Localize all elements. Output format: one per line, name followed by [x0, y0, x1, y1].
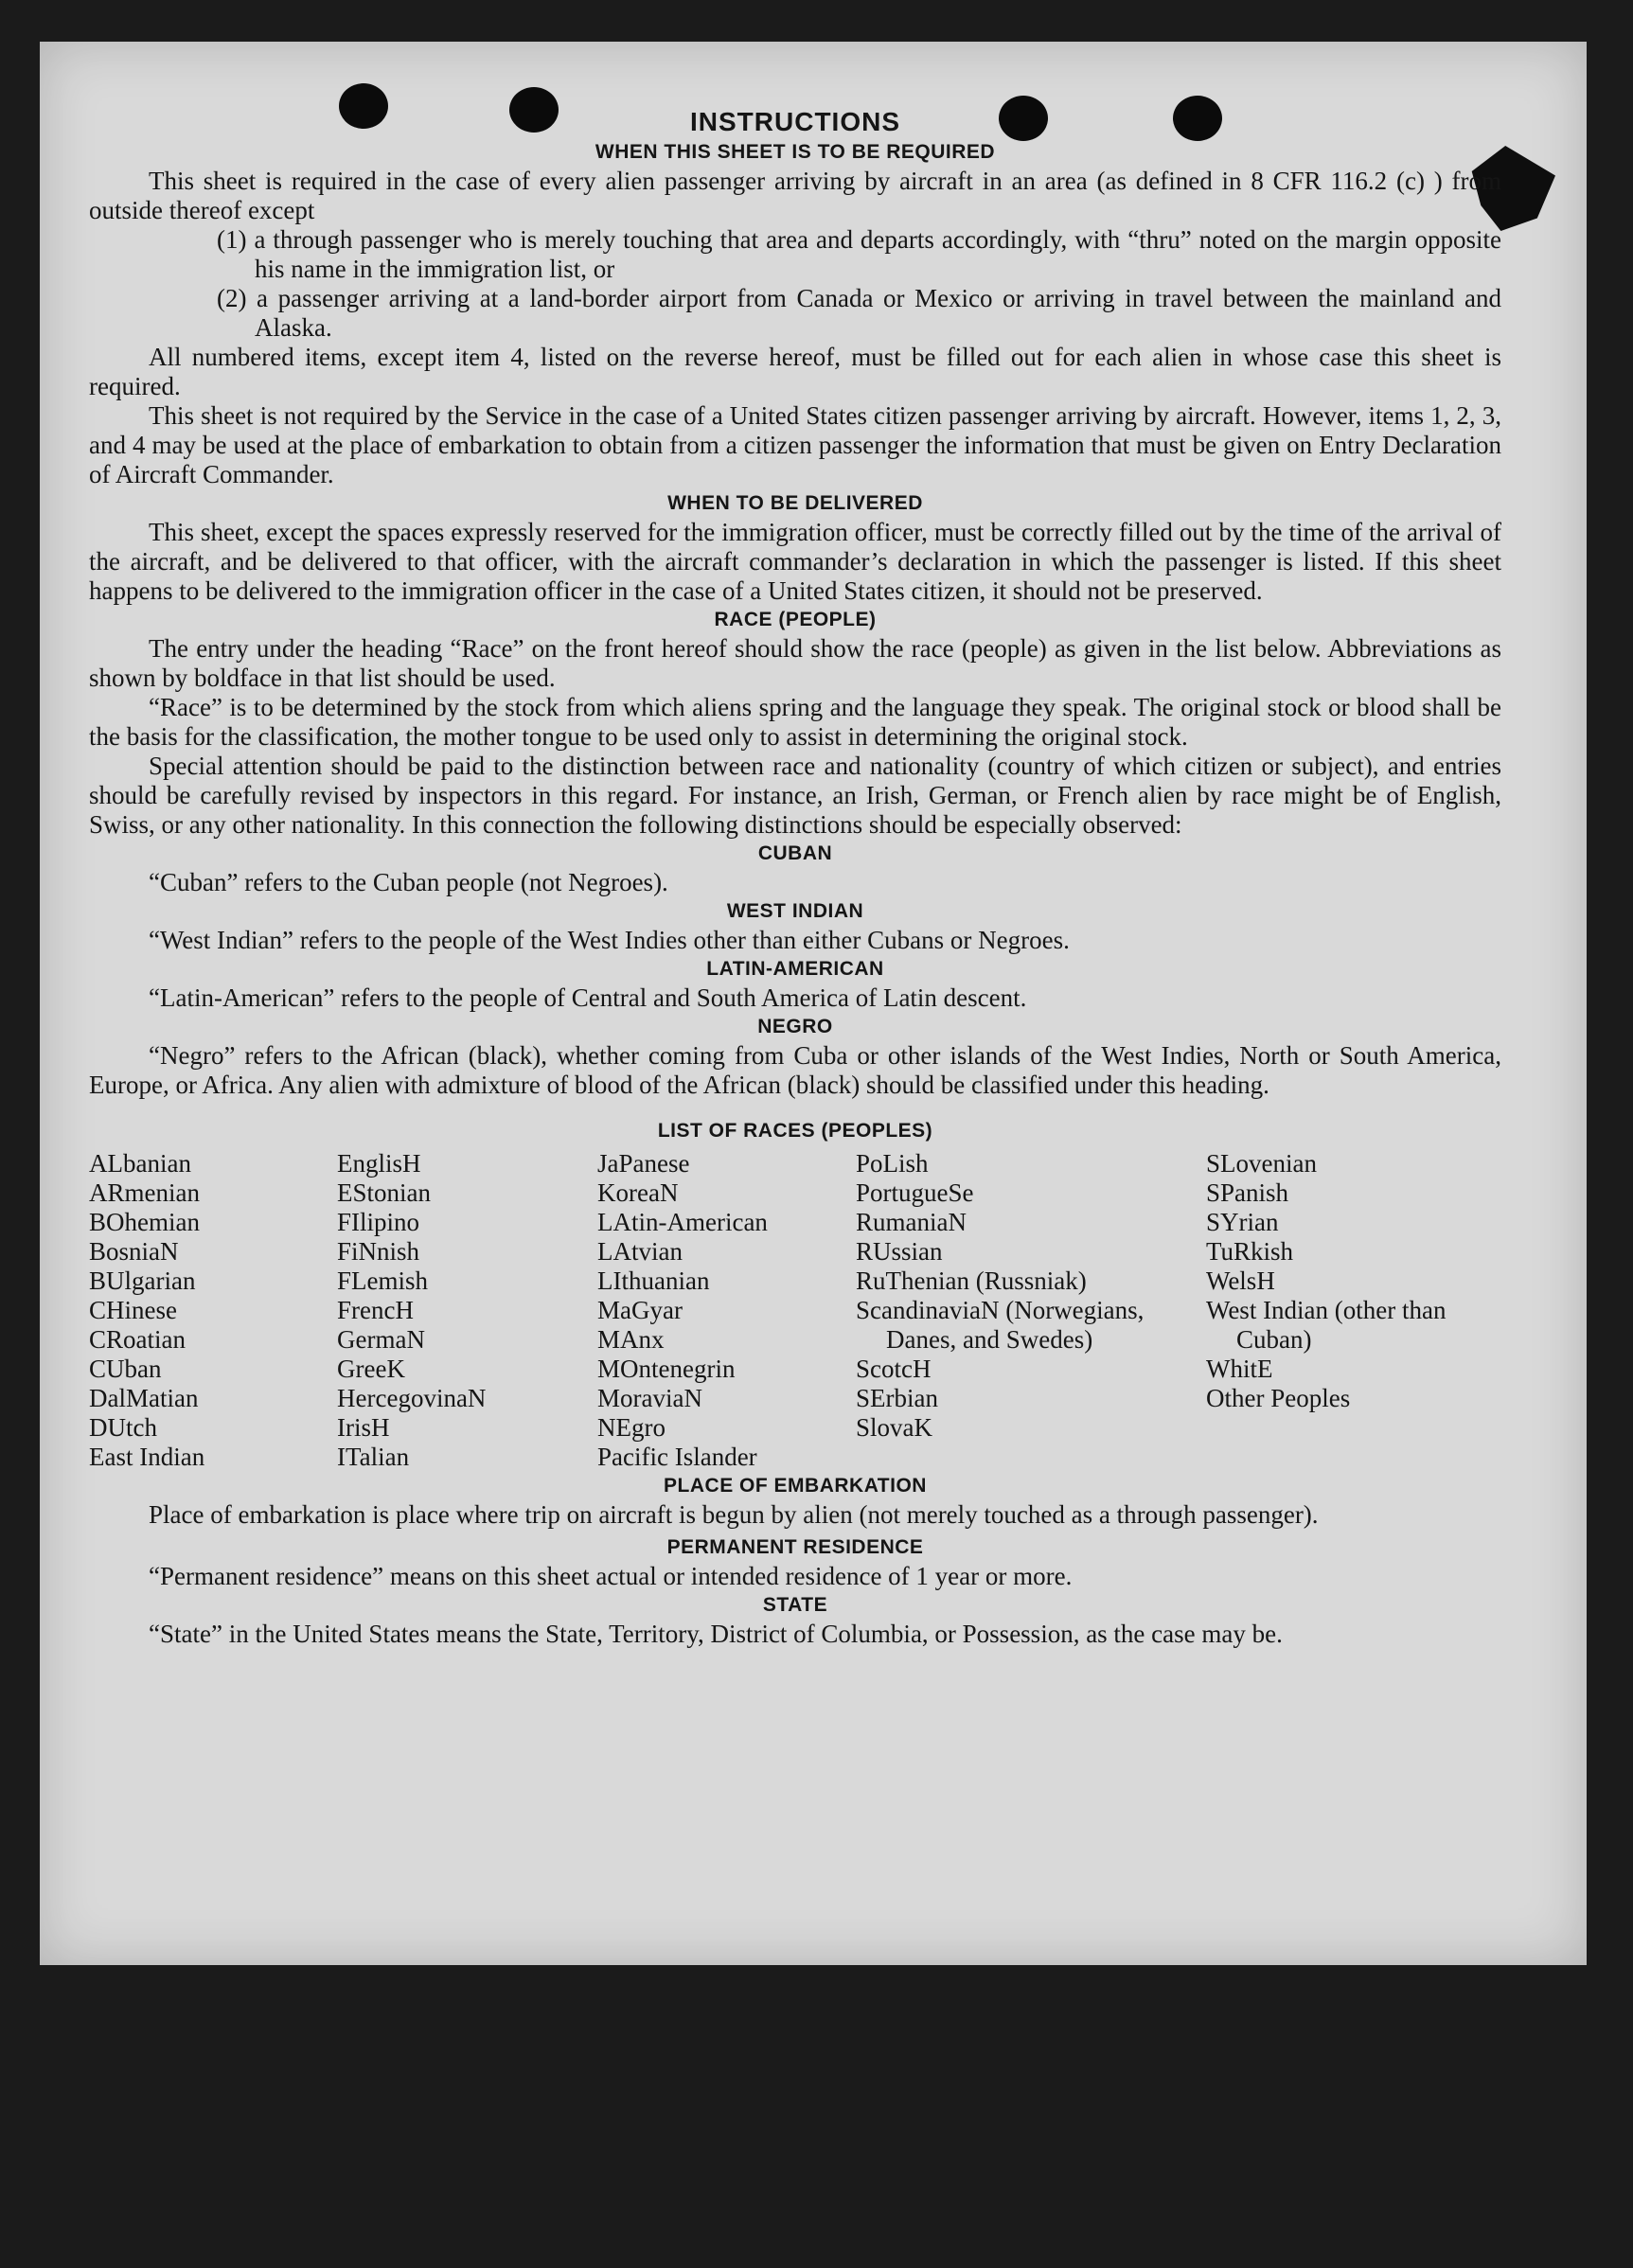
race-entry: ScotcH	[856, 1355, 932, 1383]
race-entry: SlovaK	[856, 1413, 932, 1442]
paragraph: This sheet is not required by the Service in the case of a United States citizen passenger arriving by aircraft. However, items 1, 2, 3, and 4 may be used at the place of embarkation to obtain from a citizen passenger the information that must be given on Entry Declaration of Aircraft Commander.	[89, 401, 1501, 488]
race-entry: TuRkish	[1206, 1237, 1294, 1266]
race-column	[89, 1149, 337, 1472]
paragraph: “Race” is to be determined by the stock from which aliens spring and the language they speak. The original stock or blood shall be the basis for the classification, the mother tongue to be used only to assist in determining the original stock.	[89, 693, 1501, 751]
section-heading: CUBAN	[757, 842, 833, 864]
race-entry: KoreaN	[597, 1178, 679, 1207]
race-column	[337, 1149, 597, 1472]
race-entry: RumaniaN	[856, 1208, 967, 1236]
race-entry: BOhemian	[89, 1208, 200, 1236]
page-title: INSTRUCTIONS	[690, 107, 900, 136]
race-entry: BUlgarian	[89, 1267, 196, 1295]
race-entry: HercegovinaN	[337, 1384, 487, 1412]
race-entry: FIlipino	[337, 1208, 420, 1236]
race-entry: GreeK	[337, 1355, 405, 1383]
race-entry: MAnx	[597, 1325, 665, 1354]
paragraph: Place of embarkation is place where trip on aircraft is begun by alien (not merely touched as a through passenger).	[149, 1500, 1319, 1529]
paragraph: “Cuban” refers to the Cuban people (not Negroes).	[149, 868, 668, 896]
race-entry: WhitE	[1206, 1355, 1273, 1383]
race-entry: PoLish	[856, 1149, 929, 1178]
race-entry: ALbanian	[89, 1149, 191, 1178]
race-entry: CHinese	[89, 1296, 177, 1324]
section-heading: PLACE OF EMBARKATION	[664, 1475, 927, 1497]
race-entry: CUban	[89, 1355, 162, 1383]
section-heading: WHEN THIS SHEET IS TO BE REQUIRED	[595, 141, 996, 163]
race-entry: SErbian	[856, 1384, 938, 1412]
race-entry: NEgro	[597, 1413, 666, 1442]
race-entry: LIthuanian	[597, 1267, 710, 1295]
section-heading: WEST INDIAN	[726, 900, 864, 922]
paragraph: “West Indian” refers to the people of the West Indies other than either Cubans or Negroes.	[149, 926, 1070, 954]
race-entry: RuThenian (Russniak)	[856, 1267, 1087, 1295]
race-entry: EnglisH	[337, 1149, 421, 1178]
instructions-content	[89, 106, 1501, 1649]
race-entry: East Indian	[89, 1443, 205, 1471]
race-entry: DalMatian	[89, 1384, 199, 1412]
paragraph: This sheet, except the spaces expressly reserved for the immigration officer, must be correctly filled out by the time of the arrival of the aircraft, and be delivered to that officer, with the aircraft commander’s declaration in which the passenger is listed. If this sheet happens to be delivered to the immigration officer in the case of a United States citizen, it should not be preserved.	[89, 518, 1501, 605]
race-entry: ScandinaviaN (Norwegians, Danes, and Swedes)	[856, 1296, 1145, 1354]
race-column	[1206, 1149, 1501, 1472]
race-entry: FLemish	[337, 1267, 429, 1295]
paragraph: This sheet is required in the case of every alien passenger arriving by aircraft in an area (as defined in 8 CFR 116.2 (c) ) from outside thereof except	[89, 167, 1501, 224]
race-entry: West Indian (other than Cuban)	[1206, 1296, 1447, 1354]
race-entry: FrencH	[337, 1296, 414, 1324]
race-entry: ITalian	[337, 1443, 410, 1471]
race-entry: IrisH	[337, 1413, 390, 1442]
race-entry: LAtin-American	[597, 1208, 768, 1236]
race-entry: EStonian	[337, 1178, 431, 1207]
section-heading: LIST OF RACES (PEOPLES)	[657, 1120, 933, 1142]
race-column	[597, 1149, 856, 1472]
section-heading: LATIN-AMERICAN	[706, 958, 884, 980]
paragraph: “Negro” refers to the African (black), whether coming from Cuba or other islands of the West Indies, North or South America, Europe, or Africa. Any alien with admixture of blood of the African (black) should be classified under this heading.	[89, 1041, 1501, 1099]
paragraph: “Latin-American” refers to the people of Central and South America of Latin descent.	[149, 983, 1027, 1012]
race-entry: Other Peoples	[1206, 1384, 1351, 1412]
race-entry: SLovenian	[1206, 1149, 1317, 1178]
race-entry: MaGyar	[597, 1296, 683, 1324]
paragraph: All numbered items, except item 4, listed on the reverse hereof, must be filled out for each alien in whose case this sheet is required.	[89, 343, 1501, 400]
race-entry: WelsH	[1206, 1267, 1275, 1295]
paragraph: The entry under the heading “Race” on the front hereof should show the race (people) as given in the list below. Abbreviations as shown by boldface in that list should be used.	[89, 634, 1501, 692]
race-entry: JaPanese	[597, 1149, 690, 1178]
paragraph: Special attention should be paid to the distinction between race and nationality (country of which citizen or subject), and entries should be carefully revised by inspectors in this regard. For instance, an Irish, German, or French alien by race might be of English, Swiss, or any other nationality. In this connection the following distinctions should be especially observed:	[89, 752, 1501, 839]
section-heading: PERMANENT RESIDENCE	[666, 1536, 924, 1558]
race-entry: FiNnish	[337, 1237, 420, 1266]
race-entry: MoraviaN	[597, 1384, 702, 1412]
race-entry: DUtch	[89, 1413, 157, 1442]
list-item: (1) a through passenger who is merely touching that area and departs accordingly, with “thru” noted on the margin opposite his name in the immigration list, or	[217, 225, 1501, 283]
race-entry: Pacific Islander	[597, 1443, 757, 1471]
list-item: (2) a passenger arriving at a land-border airport from Canada or Mexico or arriving in travel between the mainland and Alaska.	[217, 284, 1501, 342]
section-heading: STATE	[762, 1594, 828, 1616]
race-entry: PortugueSe	[856, 1178, 974, 1207]
paragraph: “State” in the United States means the State, Territory, District of Columbia, or Possession, as the case may be.	[149, 1620, 1283, 1648]
race-entry: GermaN	[337, 1325, 425, 1354]
paragraph: “Permanent residence” means on this sheet actual or intended residence of 1 year or more.	[149, 1562, 1073, 1590]
race-entry: CRoatian	[89, 1325, 186, 1354]
race-entry: MOntenegrin	[597, 1355, 736, 1383]
race-entry: SYrian	[1206, 1208, 1279, 1236]
race-column	[856, 1149, 1206, 1472]
race-entry: ARmenian	[89, 1178, 200, 1207]
section-heading: NEGRO	[757, 1016, 833, 1037]
race-entry: RUssian	[856, 1237, 943, 1266]
race-entry: SPanish	[1206, 1178, 1289, 1207]
race-entry: LAtvian	[597, 1237, 683, 1266]
race-list	[89, 1149, 1501, 1472]
section-heading: WHEN TO BE DELIVERED	[667, 492, 923, 514]
race-entry: BosniaN	[89, 1237, 179, 1266]
section-heading: RACE (PEOPLE)	[714, 609, 877, 630]
